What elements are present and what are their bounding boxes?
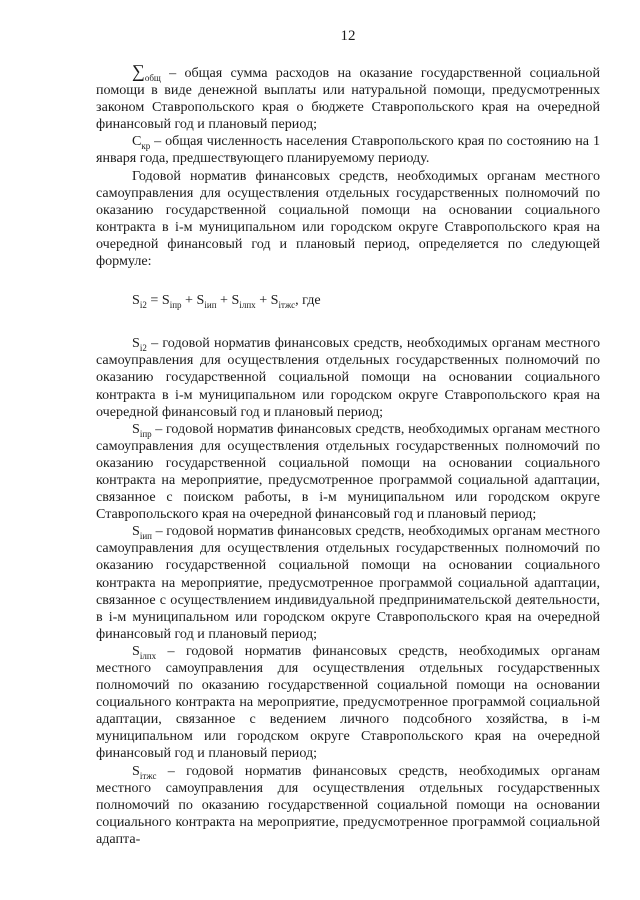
sigma-symbol: ∑ <box>132 61 145 81</box>
definition-s-itzhs: $S_{iтжс}$ – годовой норматив финансовых средств, необходимых органам местного самоуправления для осуществления отдельных государственных полномочий по оказанию государственной социальной помощи на основании социального контракта на мероприятие, предусмотренное программой социальной адапта- <box>96 762 600 847</box>
definition-s-iip: $S_{iип}$ – годовой норматив финансовых средств, необходимых органам местного самоуправления для осуществления отдельных государственных полномочий по оказанию государственной социальной помощи на основании социального контракта на мероприятие, предусмотренное программой социальной адаптации, связанное с осуществлением индивидуальной предпринимательской деятельности, в i-м муниципальном или городском округе Ставропольского края на очередной финансовый год и плановый период; <box>96 523 600 642</box>
definition-s-i2: $S_{i2}$ – годовой норматив финансовых средств, необходимых органам местного самоуправления для осуществления отдельных государственных полномочий по оказанию государственной социальной помощи на основании социального контракта в i-м муниципальном или городском округе Ставропольского края на очередной финансовый год и плановый период; <box>96 335 600 420</box>
paragraph-population-definition: $С_{кр}$ – общая численность населения Ставропольского края по состоянию на 1 января года, предшествующего планируемому периоду. <box>96 133 600 167</box>
document-body <box>96 61 600 848</box>
page-number: 12 <box>340 28 356 44</box>
paragraph-sum-definition: $\sum_{общ}$ – общая сумма расходов на оказание государственной социальной помощи в виде денежной выплаты или натуральной помощи, предусмотренных законом Ставропольского края о бюджете Ставропольского края на очередной финансовый год и плановый период; <box>96 61 600 133</box>
formula: $S_{i2} = S_{iпр} + S_{iип} + S_{iлпх} + S_{iтжс}$, где <box>132 292 321 310</box>
definition-s-ipr: $S_{iпр}$ – годовой норматив финансовых средств, необходимых органам местного самоуправления для осуществления отдельных государственных полномочий по оказанию государственной социальной помощи на основании социального контракта на мероприятие, предусмотренное программой социальной адаптации, связанное с поиском работы, в i-м муниципальном или городском округе Ставропольского края на очередной финансовый год и плановый период; <box>96 420 600 523</box>
definition-s-ilph: $S_{iлпх}$ – годовой норматив финансовых средств, необходимых органам местного самоуправления для осуществления отдельных государственных полномочий по оказанию государственной социальной помощи на основании социального контракта на мероприятие, предусмотренное программой социальной адаптации, связанное с ведением личного подсобного хозяйства, в i-м муниципальном или городском округе Ставропольского края на очередной финансовый год и плановый период; <box>96 642 600 762</box>
paragraph-norm-intro: Годовой норматив финансовых средств, необходимых органам местного самоуправления для осуществления отдельных государственных полномочий по оказанию государственной социальной помощи на основании социального контракта в i-м муниципальном или городском округе Ставропольского края на очередной финансовый год и плановый период, определяется по следующей формуле: <box>96 167 600 270</box>
